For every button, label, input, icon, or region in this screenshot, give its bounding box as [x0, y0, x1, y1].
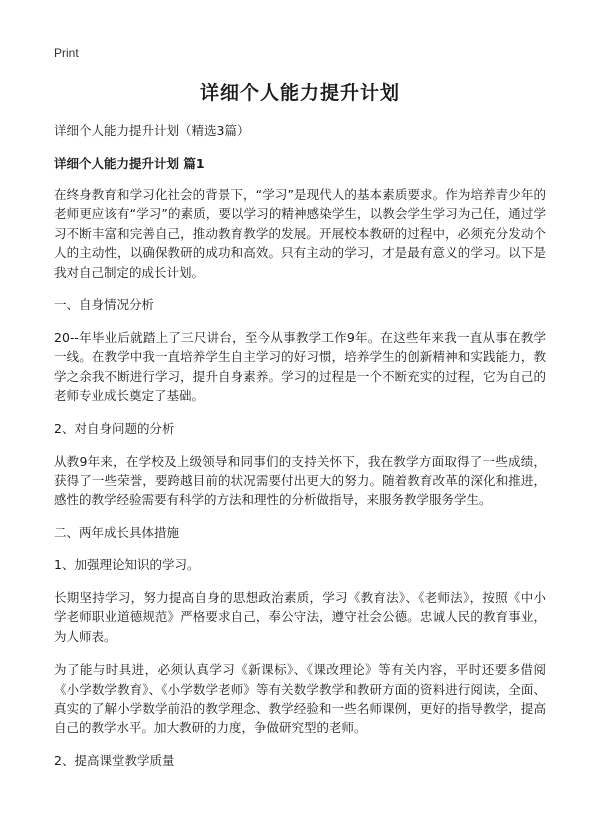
- section-heading: 一、自身情况分析: [54, 297, 155, 313]
- section-heading: 2、提高课堂教学质量: [54, 752, 175, 768]
- paragraph: 长期坚持学习，努力提高自身的思想政治素质，学习《教育法》、《老师法》，按照《中小学老师职业道德规范》严格要求自己，奉公守法，遵守社会公德。忠诚人民的教育事业，为人师表。: [54, 589, 546, 644]
- paragraph: 为了能与时具进，必须认真学习《新课标》、《课改理论》等有关内容，平时还要多借阅《小学数学教育》、《小学数学老师》等有关数学教学和教研方面的资料进行阅读，全面、真实的了解小学数学前沿的教学理念、教学经验和一些名师课例，更好的指导教学，提高自己的教学水平。加大教研的力度，争做研究型的老师。: [54, 662, 546, 736]
- section-heading: 1、加强理论知识的学习。: [54, 556, 200, 572]
- section-heading: 2、对自身问题的分析: [54, 420, 175, 436]
- paragraph: 从教9年来，在学校及上级领导和同事们的支持关怀下，我在教学方面取得了一些成绩，获得了一些荣誉，要跨越目前的状况需要付出更大的努力。随着教育改革的深化和推进，感性的教学经验需要有科学的方法和理性的分析做指导，来服务教学服务学生。: [54, 453, 546, 508]
- document-subtitle: 详细个人能力提升计划（精选3篇）: [54, 123, 250, 138]
- section-heading: 二、两年成长具体措施: [54, 524, 180, 540]
- section-title: 详细个人能力提升计划 篇1: [54, 156, 205, 171]
- print-label: Print: [54, 46, 79, 60]
- document-body: [54, 122, 546, 784]
- paragraph: 20--年毕业后就踏上了三尺讲台，至今从事教学工作9年。在这些年来我一直从事在教学一线。在教学中我一直培养学生自主学习的好习惯，培养学生的创新精神和实践能力，教学之余我不断进行学习，提升自身素养。学习的过程是一个不断充实的过程，它为自己的老师专业成长奠定了基础。: [54, 330, 546, 404]
- paragraph: 在终身教育和学习化社会的背景下，“学习”是现代人的基本素质要求。作为培养青少年的老师更应该有“学习”的素质，要以学习的精神感染学生，以教会学生学习为己任，通过学习不断丰富和完善自己，推动教育教学的发展。开展校本教研的过程中，必须充分发动个人的主动性，以确保教研的成功和高效。只有主动的学习，才是最有意义的学习。以下是我对自己制定的成长计划。: [54, 187, 546, 280]
- document-title: 详细个人能力提升计划: [199, 82, 400, 104]
